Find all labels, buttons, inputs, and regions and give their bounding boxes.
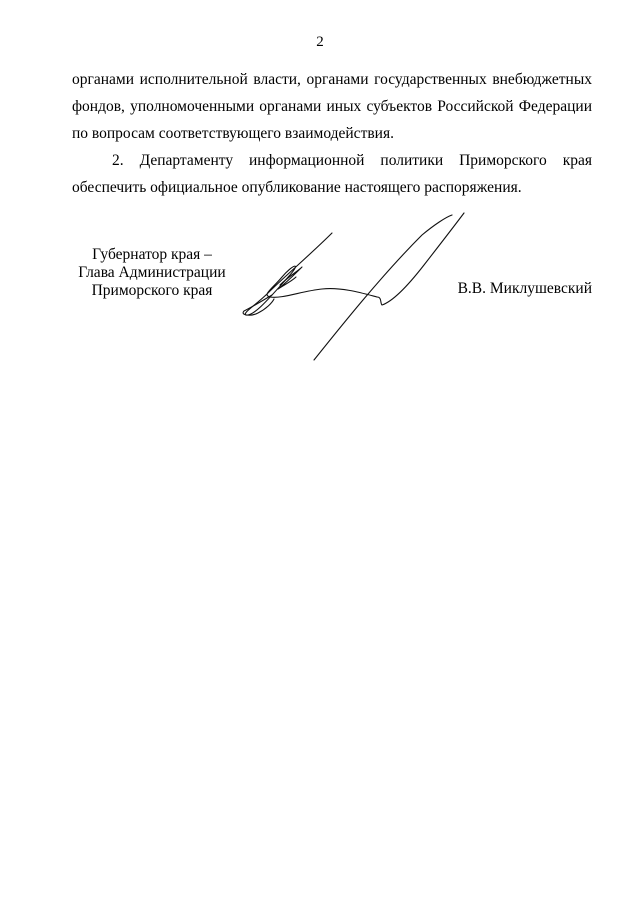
page-number: 2: [316, 34, 324, 50]
paragraph-1-line-2: фондов, уполномоченными органами иных субъектов Российской Федерации: [72, 98, 592, 115]
signatory-title: [72, 246, 232, 300]
signer-name: В.В. Миклушевский: [457, 280, 592, 297]
signatory-title-line-3: Приморского края: [91, 282, 213, 299]
document-body: [72, 66, 592, 201]
paragraph-2-line-1: 2. Департаменту информационной политики Приморского края: [112, 152, 592, 169]
signatory-title-line-2: Глава Администрации: [78, 264, 226, 281]
paragraph-2-line-2: обеспечить официальное опубликование настоящего распоряжения.: [72, 179, 522, 196]
paragraph-1-line-3: по вопросам соответствующего взаимодействия.: [72, 125, 394, 142]
paragraph-1-line-1: органами исполнительной власти, органами государственных внебюджетных: [72, 71, 592, 88]
signatory-title-line-1: Губернатор края –: [92, 246, 212, 263]
